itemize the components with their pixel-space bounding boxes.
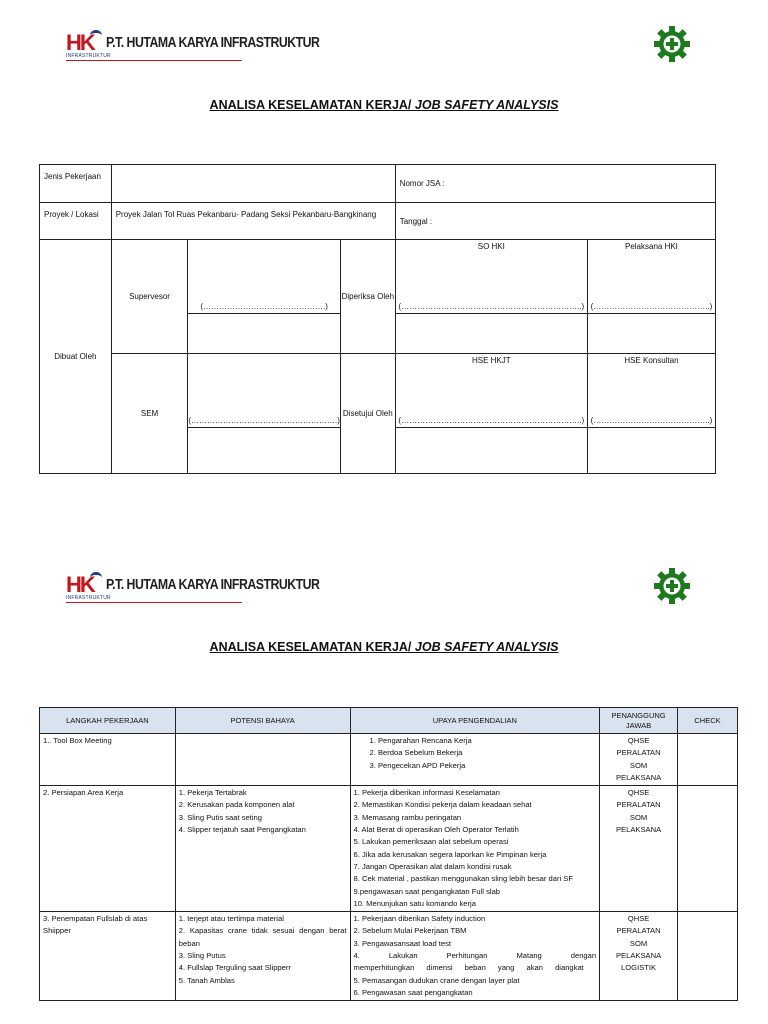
jsa-row bbox=[40, 734, 738, 786]
so-hki-signature[interactable] bbox=[395, 240, 587, 314]
step-cell: 2. Persiapan Area Kerja bbox=[40, 786, 176, 912]
signature-line: (……………………………………..) bbox=[590, 302, 713, 311]
sem-label: SEM bbox=[111, 354, 188, 474]
control-item: 3. Pengawasansaat load test bbox=[353, 938, 452, 948]
control-item: 9.pengawasan saat pengangkatan Full slab bbox=[353, 886, 501, 896]
col-potensi: POTENSI BAHAYA bbox=[175, 708, 350, 734]
check-cell[interactable] bbox=[678, 786, 738, 912]
jsa-row bbox=[40, 912, 738, 1001]
control-item: 3. Pengecekan APD Pekerja bbox=[369, 760, 466, 770]
approval-form-table bbox=[39, 164, 716, 474]
dibuat-oleh-label: Dibuat Oleh bbox=[40, 240, 112, 474]
responsible-item: PELAKSANA bbox=[615, 825, 662, 835]
hse-konsultan-label: HSE Konsultan bbox=[624, 356, 679, 365]
control-item: 8. Cek material , pastikan menggunakan sling lebih besar dari SF bbox=[353, 874, 574, 884]
pelaksana-hki-label: Pelaksana HKI bbox=[624, 242, 678, 251]
hazard-item: 1. terjept atau tertimpa material bbox=[178, 914, 284, 924]
page-title bbox=[0, 640, 768, 654]
logo-arc bbox=[90, 30, 102, 41]
supervesor-signature[interactable] bbox=[188, 240, 341, 314]
hazard-item: 3. Sling Putis saat seting bbox=[178, 812, 262, 822]
control-cell bbox=[350, 734, 600, 786]
sem-name-cell[interactable] bbox=[188, 428, 341, 474]
logo-letters: HK bbox=[66, 30, 94, 55]
responsible-item: PERALATAN bbox=[616, 748, 661, 758]
control-item: 1. Pekerja diberikan informasi Keselamatan bbox=[353, 788, 500, 798]
company-logo bbox=[66, 32, 366, 62]
page-two bbox=[0, 560, 768, 1024]
pelaksana-hki-name-cell[interactable] bbox=[587, 314, 715, 354]
logo-letters: HK bbox=[66, 572, 94, 597]
company-name: P.T. HUTAMA KARYA INFRASTRUKTUR bbox=[106, 34, 320, 51]
responsible-item: PERALATAN bbox=[616, 926, 661, 936]
step-cell: 3. Penempatan Fullslab di atas Shiipper bbox=[40, 912, 176, 1001]
hazard-item: 2. Kapasitas crane tidak sesuai dengan berat beban bbox=[178, 926, 347, 948]
jsa-row bbox=[40, 786, 738, 912]
hazard-item: 5. Tanah Amblas bbox=[178, 975, 235, 985]
control-item: 6. Pengawasan saat pengangkatan bbox=[353, 987, 473, 997]
responsible-item: PERALATAN bbox=[616, 800, 661, 810]
proyek-value: Proyek Jalan Tol Ruas Pekanbaru- Padang Seksi Pekanbaru-Bangkinang bbox=[111, 203, 395, 240]
jenis-label: Jenis Pekerjaan bbox=[40, 165, 112, 203]
responsible-item: PELAKSANA bbox=[615, 772, 662, 782]
signature-line: (……………………………………….) bbox=[200, 302, 328, 311]
logo-subtext: INFRASTRUKTUR bbox=[66, 53, 111, 59]
disetujui-label: Disetujui Oleh bbox=[340, 354, 395, 474]
hazard-item: 1. Pekerja Tertabrak bbox=[178, 788, 247, 798]
responsible-item: QHSE bbox=[627, 914, 650, 924]
control-item: 5. Lakukan pemeriksaan alat sebelum operasi bbox=[353, 837, 509, 847]
responsible-cell bbox=[600, 912, 678, 1001]
so-hki-label: SO HKI bbox=[477, 242, 505, 251]
responsible-item: SOM bbox=[629, 938, 648, 948]
proyek-label: Proyek / Lokasi bbox=[40, 203, 112, 240]
hazard-cell bbox=[175, 786, 350, 912]
logo-underline bbox=[66, 60, 242, 61]
responsible-cell bbox=[600, 786, 678, 912]
responsible-item: SOM bbox=[629, 760, 648, 770]
title-main: ANALISA KESELAMATAN KERJA/ bbox=[209, 640, 412, 654]
responsible-item: SOM bbox=[629, 812, 648, 822]
supervesor-name-cell[interactable] bbox=[188, 314, 341, 354]
hse-konsultan-signature[interactable] bbox=[587, 354, 715, 428]
jenis-value[interactable] bbox=[111, 165, 395, 203]
hazard-cell bbox=[175, 912, 350, 1001]
control-item: 1. Pekerjaan diberikan Safety induction bbox=[353, 914, 486, 924]
control-item: 4. Alat Berat di operasikan Oleh Operator Terlatih bbox=[353, 825, 519, 835]
title-italic: JOB SAFETY ANALYSIS bbox=[414, 640, 559, 654]
diperiksa-label: Diperiksa Oleh bbox=[340, 240, 395, 354]
col-check: CHECK bbox=[678, 708, 738, 734]
check-cell[interactable] bbox=[678, 734, 738, 786]
tanggal-label: Tanggal : bbox=[395, 203, 715, 240]
responsible-item: QHSE bbox=[627, 788, 650, 798]
control-item: 1. Pengarahan Rencana Kerja bbox=[369, 736, 472, 745]
signature-line: (…………………………………………………………..) bbox=[398, 302, 585, 311]
hk-logo-mark bbox=[66, 30, 111, 59]
hse-hkjt-name-cell[interactable] bbox=[395, 428, 587, 474]
control-item: 2. Memastikan Kondisi pekerja dalam keadaan sehat bbox=[353, 800, 532, 810]
supervesor-label: Supervesor bbox=[111, 240, 188, 354]
control-item: 4. Lakukan Perhitungan Matang dengan memperhitungkan dimensi beban yang akan diangkat bbox=[353, 951, 597, 973]
hse-konsultan-name-cell[interactable] bbox=[587, 428, 715, 474]
signature-line: (……………………………………………….) bbox=[188, 416, 340, 425]
responsible-cell bbox=[600, 734, 678, 786]
jsa-header-row bbox=[40, 708, 738, 734]
step-cell: 1.. Tool Box Meeting bbox=[40, 734, 176, 786]
col-penanggung: PENANGGUNG JAWAB bbox=[600, 708, 678, 734]
hazard-item: 2. Kerusakan pada komponen alat bbox=[178, 800, 295, 810]
pelaksana-hki-signature[interactable] bbox=[587, 240, 715, 314]
company-name: P.T. HUTAMA KARYA INFRASTRUKTUR bbox=[106, 576, 320, 593]
signature-line: (……………………………………..) bbox=[590, 416, 713, 425]
control-cell bbox=[350, 912, 600, 1001]
hk-logo-mark bbox=[66, 572, 111, 601]
jsa-table bbox=[39, 707, 738, 1001]
check-cell[interactable] bbox=[678, 912, 738, 1001]
responsible-item: LOGISTIK bbox=[621, 963, 657, 973]
control-item: 10. Menunjukan satu komando kerja bbox=[353, 898, 476, 908]
so-hki-name-cell[interactable] bbox=[395, 314, 587, 354]
nomor-jsa-label: Nomor JSA : bbox=[395, 165, 715, 203]
col-langkah: LANGKAH PEKERJAAN bbox=[40, 708, 176, 734]
control-item: 2. Berdoa Sebelum Bekerja bbox=[369, 748, 463, 758]
title-main: ANALISA KESELAMATAN KERJA/ bbox=[209, 98, 412, 112]
hazard-cell bbox=[175, 734, 350, 786]
title-italic: JOB SAFETY ANALYSIS bbox=[414, 98, 559, 112]
hazard-item: 3. Sling Putus bbox=[178, 951, 226, 961]
control-item: 2. Sebelum Mulai Pekerjaan TBM bbox=[353, 926, 467, 936]
control-item: 5. Pemasangan dudukan crane dengan layer plat bbox=[353, 975, 520, 985]
responsible-item: QHSE bbox=[627, 736, 650, 745]
control-item: 7. Jangan Operasikan alat dalam kondisi rusak bbox=[353, 861, 512, 871]
signature-line: (…………………………………………………………..) bbox=[398, 416, 585, 425]
safety-gear-icon bbox=[652, 24, 692, 64]
control-cell bbox=[350, 786, 600, 912]
hse-hkjt-label: HSE HKJT bbox=[471, 356, 511, 365]
safety-gear-icon bbox=[652, 566, 692, 606]
control-item: 6. Jika ada kerusakan segera laporkan ke Pimpinan kerja bbox=[353, 849, 547, 859]
page-one bbox=[0, 0, 768, 500]
logo-subtext: INFRASTRUKTUR bbox=[66, 595, 111, 601]
page-title bbox=[0, 98, 768, 112]
hse-hkjt-signature[interactable] bbox=[395, 354, 587, 428]
responsible-item: PELAKSANA bbox=[615, 951, 662, 961]
sem-signature[interactable] bbox=[188, 354, 341, 428]
logo-underline bbox=[66, 602, 242, 603]
hazard-item: 4. Fullslap Terguling saat Slipperr bbox=[178, 963, 291, 973]
company-logo bbox=[66, 574, 366, 604]
col-upaya: UPAYA PENGENDALIAN bbox=[350, 708, 600, 734]
logo-arc bbox=[90, 572, 102, 583]
hazard-item: 4. Slipper terjatuh saat Pengangkatan bbox=[178, 825, 306, 835]
control-item: 3. Memasang rambu peringatan bbox=[353, 812, 462, 822]
